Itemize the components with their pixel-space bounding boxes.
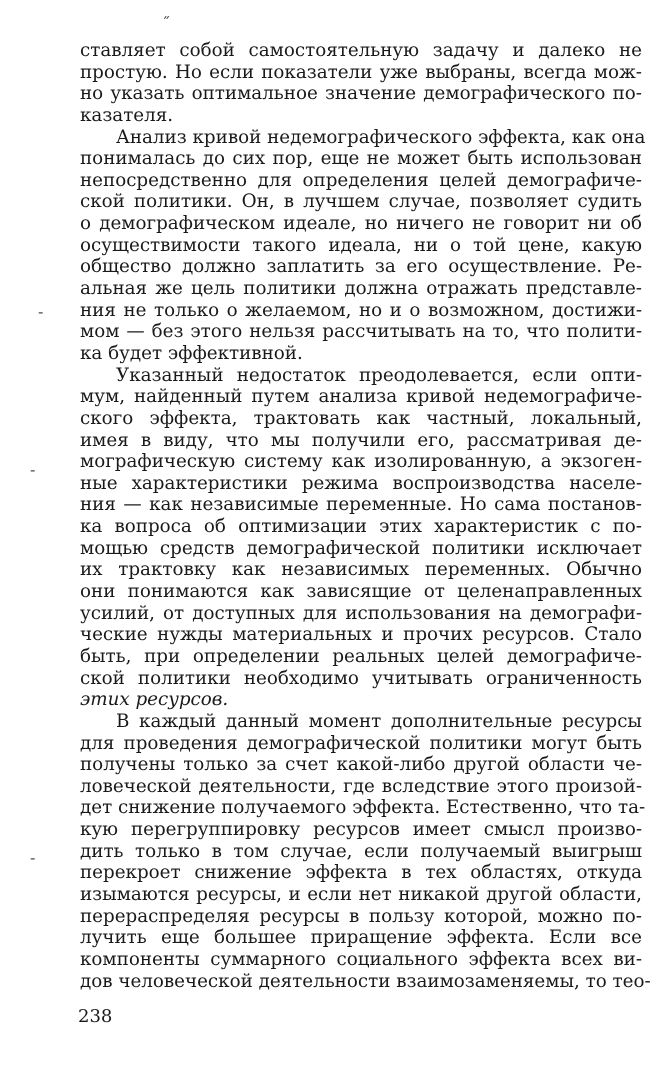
text-line: мом — без этого нельзя рассчитывать на то, что полити- — [80, 321, 642, 343]
text-line: ния — как независимые переменные. Но сама постанов- — [80, 494, 642, 516]
text-line: мографическую систему как изолированную, а экзоген- — [80, 451, 642, 473]
text-line: перераспределяя ресурсы в пользу которой, можно по- — [80, 905, 642, 927]
text-line: ской политики. Он, в лучшем случае, позволяет судить — [80, 191, 642, 213]
text-line: этих ресурсов. — [80, 689, 229, 711]
text-line: Указанный недостаток преодолевается, если опти- — [116, 364, 642, 386]
text-line: для проведения демографической политики могут быть — [80, 732, 642, 754]
text-line: мум, найденный путем анализа кривой недемографиче- — [80, 386, 642, 408]
text-line: дов человеческой деятельности взаимозаменяемы, то тео- — [80, 970, 651, 992]
text-line: получены только за счет какой-либо другой области че- — [80, 754, 642, 776]
text-line: перекроет снижение эффекта в тех областях, откуда — [80, 862, 642, 884]
text-line: они понимаются как зависящие от целенаправленных — [80, 581, 642, 603]
text-line: кую перегруппировку ресурсов имеет смысл произво- — [80, 819, 642, 841]
text-line: ческие нужды материальных и прочих ресурсов. Стало — [80, 624, 642, 646]
text-line: ния не только о желаемом, но и о возможном, достижи- — [80, 299, 642, 321]
text-line: ка будет эффективной. — [80, 342, 303, 364]
margin-mark-icon: - — [30, 848, 36, 867]
text-line: но указать оптимальное значение демографического по- — [80, 83, 642, 105]
margin-mark-icon: - — [38, 302, 44, 321]
text-line: дет снижение получаемого эффекта. Естественно, что та- — [80, 797, 646, 819]
text-line: ставляет собой самостоятельную задачу и далеко не — [80, 40, 642, 61]
text-line: общество должно заплатить за его осуществление. Ре- — [80, 256, 642, 278]
text-line: имея в виду, что мы получили его, рассматривая де- — [80, 429, 642, 451]
text-line: компоненты суммарного социального эффекта всех ви- — [80, 948, 642, 970]
text-line: непосредственно для определения целей демографиче- — [80, 169, 642, 191]
text-line: ской политики необходимо учитывать ограниченность — [80, 667, 642, 689]
text-line: простую. Но если показатели уже выбраны, всегда мож- — [80, 61, 642, 83]
text-line: их трактовку как независимых переменных. Обычно — [80, 559, 642, 581]
text-line: осуществимости такого идеала, ни о той цене, какую — [80, 234, 642, 256]
text-line: альная же цель политики должна отражать представле- — [80, 278, 642, 300]
text-line: быть, при определении реальных целей демографиче- — [80, 645, 642, 667]
text-line: понималась до сих пор, еще не может быть использован — [80, 148, 642, 170]
text-line: ского эффекта, трактовать как частный, локальный, — [80, 407, 642, 429]
text-line: дить только в том случае, если получаемый выигрыш — [80, 840, 642, 862]
text-line: мощью средств демографической политики исключает — [80, 537, 642, 559]
text-line: ка вопроса об оптимизации этих характеристик с по- — [80, 516, 642, 538]
page-number: 238 — [78, 1006, 113, 1027]
margin-mark-icon: ˝ — [162, 14, 170, 33]
text-line: усилий, от доступных для использования на демографи- — [80, 602, 642, 624]
text-line: казателя. — [80, 104, 174, 126]
text-line: о демографическом идеале, но ничего не говорит ни об — [80, 213, 642, 235]
text-line: изымаются ресурсы, и если нет никакой другой области, — [80, 883, 642, 905]
text-line: лучить еще большее приращение эффекта. Если все — [80, 927, 642, 949]
text-line: ловеческой деятельности, где вследствие этого произой- — [80, 775, 642, 797]
text-line: ные характеристики режима воспроизводства населе- — [80, 472, 642, 494]
page-text-body — [80, 40, 651, 992]
text-line: Анализ кривой недемографического эффекта, как она — [116, 126, 646, 148]
margin-mark-icon: - — [30, 460, 36, 479]
text-line: В каждый данный момент дополнительные ресурсы — [116, 710, 642, 732]
